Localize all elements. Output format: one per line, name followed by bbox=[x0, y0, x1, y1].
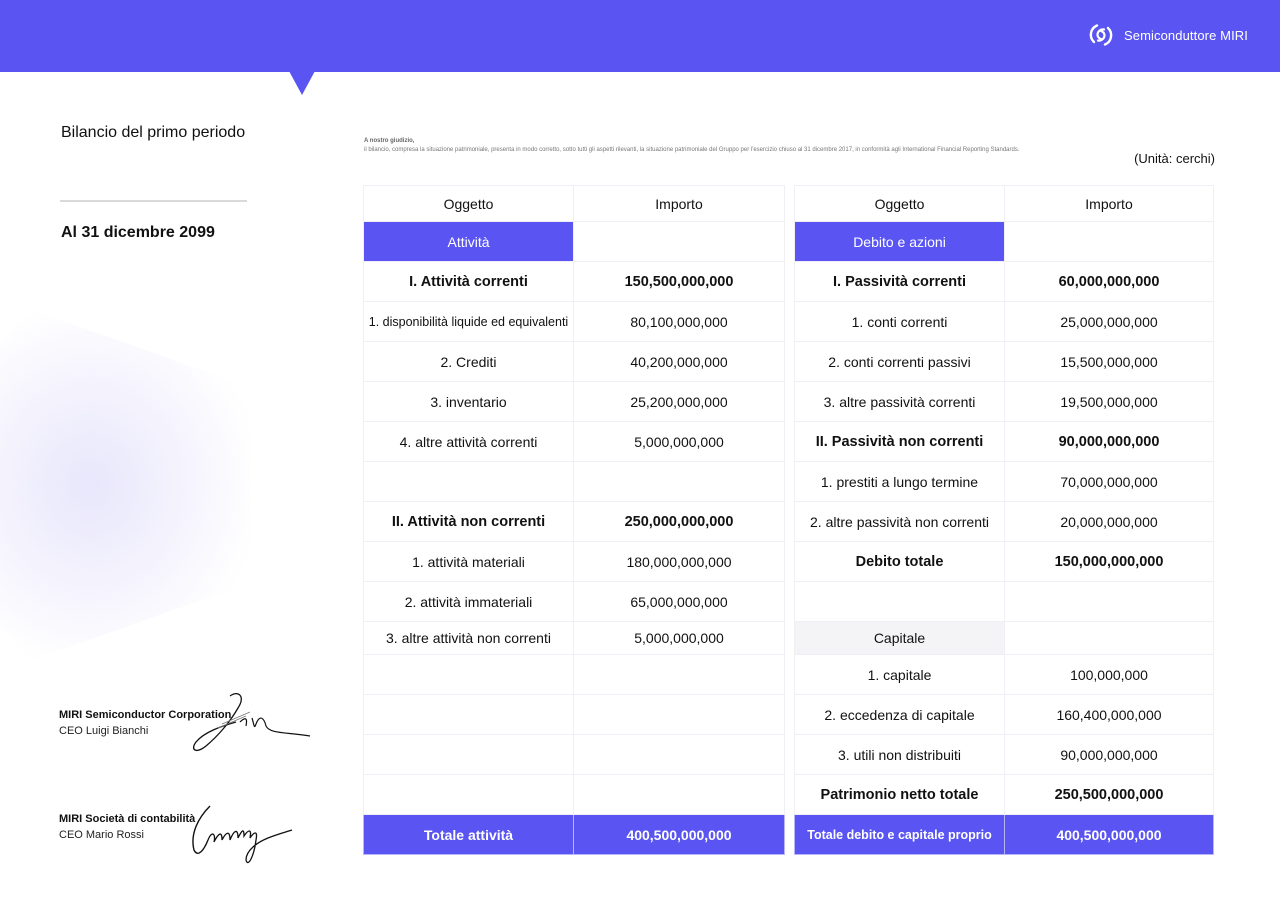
column-header-item: Oggetto bbox=[795, 186, 1005, 222]
row-amount: 20,000,000,000 bbox=[1005, 502, 1214, 542]
row-item: 2. Crediti bbox=[364, 342, 574, 382]
swirl-logo-icon bbox=[1088, 22, 1114, 48]
row-item bbox=[364, 462, 574, 502]
signature-block-auditor bbox=[59, 811, 195, 843]
row-amount bbox=[574, 735, 785, 775]
row-item: 2. conti correnti passivi bbox=[795, 342, 1005, 382]
table-row bbox=[364, 622, 785, 655]
table-row bbox=[364, 462, 785, 502]
table-row bbox=[364, 735, 785, 775]
section-label-equity: Capitale bbox=[795, 622, 1005, 655]
section-row bbox=[795, 222, 1214, 262]
row-amount: 25,200,000,000 bbox=[574, 382, 785, 422]
empty-cell bbox=[574, 222, 785, 262]
row-item: II. Attività non correnti bbox=[364, 502, 574, 542]
table-row bbox=[795, 775, 1214, 815]
row-amount: 150,500,000,000 bbox=[574, 262, 785, 302]
row-amount: 90,000,000,000 bbox=[1005, 422, 1214, 462]
table-row bbox=[795, 462, 1214, 502]
table-row bbox=[364, 422, 785, 462]
row-amount bbox=[574, 655, 785, 695]
row-item: 1. capitale bbox=[795, 655, 1005, 695]
row-item: 1. prestiti a lungo termine bbox=[795, 462, 1005, 502]
divider bbox=[60, 200, 247, 202]
table-row bbox=[364, 775, 785, 815]
audit-note-body: il bilancio, compresa la situazione patrimoniale, presenta in modo corretto, sotto tutti gli aspetti rilevanti, la situazione patrimoniale del Gruppo per l'esercizio chiuso al 31 dicembre 2017, in conformità agli International Financial Reporting Standards. bbox=[364, 147, 1020, 153]
row-item: 3. altre passività correnti bbox=[795, 382, 1005, 422]
assets-table bbox=[363, 185, 785, 855]
row-amount: 160,400,000,000 bbox=[1005, 695, 1214, 735]
row-amount: 25,000,000,000 bbox=[1005, 302, 1214, 342]
empty-cell bbox=[1005, 222, 1214, 262]
signatory-company: MIRI Semiconductor Corporation bbox=[59, 709, 232, 721]
table-row bbox=[364, 262, 785, 302]
total-amount: 400,500,000,000 bbox=[574, 815, 785, 855]
table-header-row bbox=[795, 186, 1214, 222]
row-amount bbox=[1005, 622, 1214, 655]
table-row bbox=[364, 342, 785, 382]
total-row bbox=[795, 815, 1214, 855]
liabilities-equity-table bbox=[794, 185, 1214, 855]
row-amount: 5,000,000,000 bbox=[574, 422, 785, 462]
table-row bbox=[795, 655, 1214, 695]
header-bar bbox=[0, 0, 1280, 72]
row-amount: 19,500,000,000 bbox=[1005, 382, 1214, 422]
row-item: 3. utili non distribuiti bbox=[795, 735, 1005, 775]
row-amount: 90,000,000,000 bbox=[1005, 735, 1214, 775]
section-label-liabilities: Debito e azioni bbox=[795, 222, 1005, 262]
row-item: 3. altre attività non correnti bbox=[364, 622, 574, 655]
row-item: Debito totale bbox=[795, 542, 1005, 582]
row-item: I. Attività correnti bbox=[364, 262, 574, 302]
signature-icon bbox=[188, 800, 298, 870]
row-item: 1. disponibilità liquide ed equivalenti bbox=[364, 302, 574, 342]
total-label: Totale debito e capitale proprio bbox=[795, 815, 1005, 855]
row-amount: 15,500,000,000 bbox=[1005, 342, 1214, 382]
row-amount: 60,000,000,000 bbox=[1005, 262, 1214, 302]
row-item bbox=[364, 695, 574, 735]
section-row bbox=[364, 222, 785, 262]
page-title: Bilancio del primo periodo bbox=[61, 124, 246, 141]
brand-name: Semiconduttore MIRI bbox=[1123, 27, 1248, 43]
section-label-assets: Attività bbox=[364, 222, 574, 262]
row-item: 2. altre passività non correnti bbox=[795, 502, 1005, 542]
row-amount: 180,000,000,000 bbox=[574, 542, 785, 582]
row-amount: 250,000,000,000 bbox=[574, 502, 785, 542]
row-amount bbox=[574, 775, 785, 815]
signatory-ceo: CEO Mario Rossi bbox=[59, 829, 144, 841]
row-amount bbox=[574, 462, 785, 502]
row-item bbox=[364, 775, 574, 815]
audit-opinion-note bbox=[364, 137, 1144, 155]
table-row bbox=[364, 655, 785, 695]
table-row bbox=[795, 502, 1214, 542]
row-amount: 100,000,000 bbox=[1005, 655, 1214, 695]
audit-note-heading: A nostro giudizio, bbox=[364, 138, 415, 144]
column-header-amount: Importo bbox=[1005, 186, 1214, 222]
table-row bbox=[364, 542, 785, 582]
table-row bbox=[795, 542, 1214, 582]
table-row bbox=[364, 582, 785, 622]
row-amount: 65,000,000,000 bbox=[574, 582, 785, 622]
signatory-company: MIRI Società di contabilità bbox=[59, 813, 196, 825]
row-amount: 150,000,000,000 bbox=[1005, 542, 1214, 582]
table-row bbox=[795, 302, 1214, 342]
unit-label: (Unità: cerchi) bbox=[1134, 151, 1215, 166]
table-row bbox=[795, 582, 1214, 622]
row-item: 4. altre attività correnti bbox=[364, 422, 574, 462]
row-amount bbox=[574, 695, 785, 735]
total-row bbox=[364, 815, 785, 855]
header-notch bbox=[289, 71, 315, 95]
table-row bbox=[795, 382, 1214, 422]
row-amount: 80,100,000,000 bbox=[574, 302, 785, 342]
column-header-amount: Importo bbox=[574, 186, 785, 222]
brand bbox=[1088, 22, 1248, 48]
table-row bbox=[364, 302, 785, 342]
row-item bbox=[364, 655, 574, 695]
table-row bbox=[795, 342, 1214, 382]
signatory-ceo: CEO Luigi Bianchi bbox=[59, 725, 149, 737]
table-row bbox=[795, 422, 1214, 462]
table-header-row bbox=[364, 186, 785, 222]
row-amount: 40,200,000,000 bbox=[574, 342, 785, 382]
total-label: Totale attività bbox=[364, 815, 574, 855]
table-row bbox=[795, 262, 1214, 302]
table-row bbox=[795, 735, 1214, 775]
row-item: 2. eccedenza di capitale bbox=[795, 695, 1005, 735]
background-decoration bbox=[0, 310, 250, 660]
row-item: I. Passività correnti bbox=[795, 262, 1005, 302]
row-item: 3. inventario bbox=[364, 382, 574, 422]
row-item: 1. attività materiali bbox=[364, 542, 574, 582]
table-row bbox=[364, 382, 785, 422]
row-amount: 250,500,000,000 bbox=[1005, 775, 1214, 815]
row-item: 2. attività immateriali bbox=[364, 582, 574, 622]
table-row bbox=[795, 695, 1214, 735]
row-amount: 5,000,000,000 bbox=[574, 622, 785, 655]
row-item bbox=[795, 582, 1005, 622]
total-amount: 400,500,000,000 bbox=[1005, 815, 1214, 855]
row-amount: 70,000,000,000 bbox=[1005, 462, 1214, 502]
row-item: II. Passività non correnti bbox=[795, 422, 1005, 462]
table-row bbox=[364, 502, 785, 542]
row-item: 1. conti correnti bbox=[795, 302, 1005, 342]
signature-icon bbox=[188, 690, 313, 756]
row-item bbox=[364, 735, 574, 775]
row-item: Patrimonio netto totale bbox=[795, 775, 1005, 815]
report-date: Al 31 dicembre 2099 bbox=[61, 224, 215, 241]
table-row bbox=[364, 695, 785, 735]
section-row bbox=[795, 622, 1214, 655]
column-header-item: Oggetto bbox=[364, 186, 574, 222]
row-amount bbox=[1005, 582, 1214, 622]
